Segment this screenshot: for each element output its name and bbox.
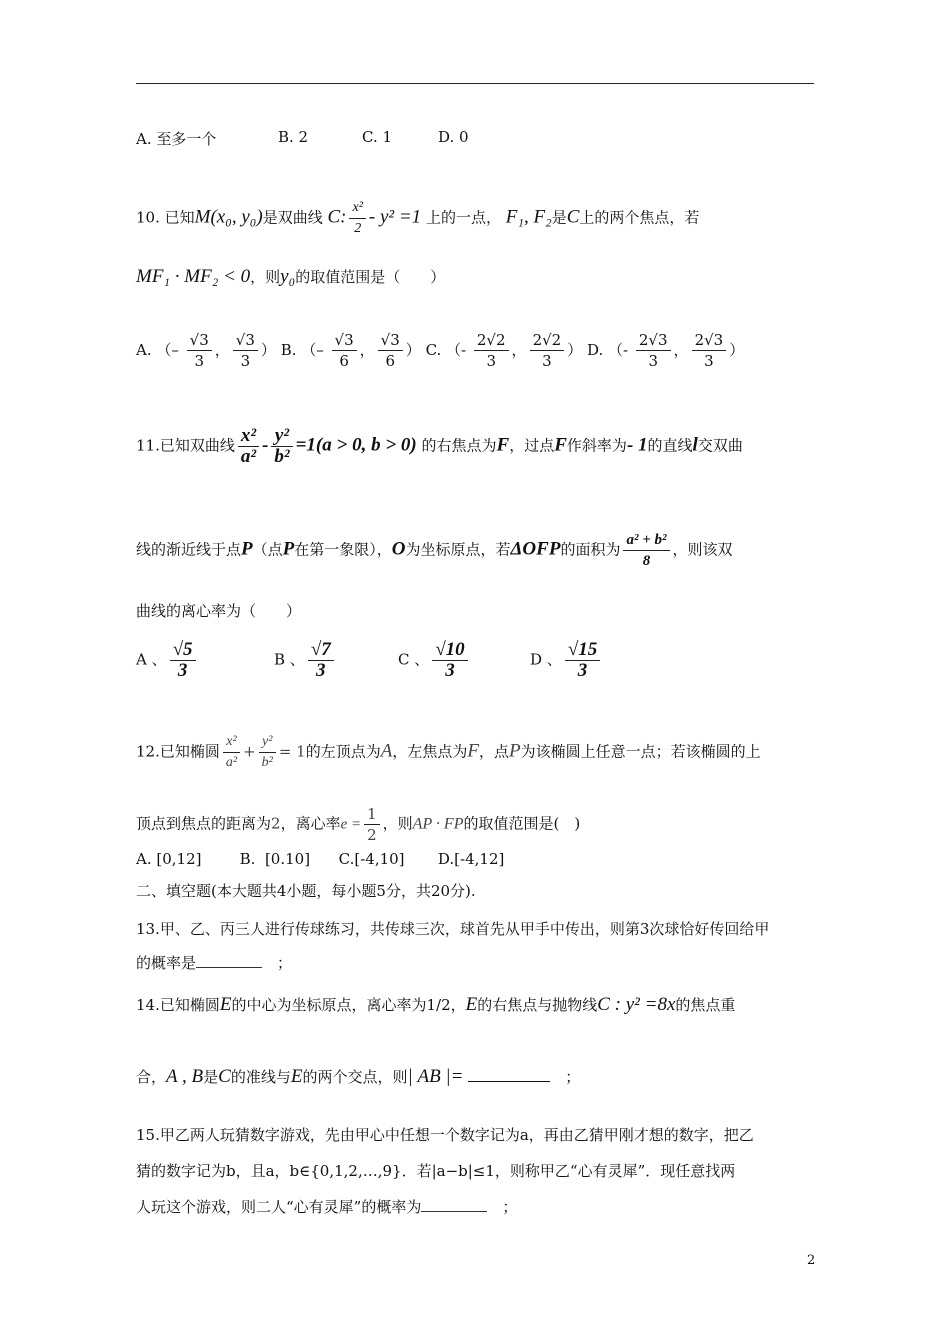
- q11-eq-rhs: =1(a > 0, b > 0): [295, 434, 417, 456]
- q14-answer-blank[interactable]: [468, 1067, 550, 1082]
- q9-option-c: C. 1: [362, 128, 393, 146]
- q10-cond: MF₁ · MF₂ < 0: [136, 266, 251, 287]
- q9-option-a: A. 至多一个: [136, 130, 217, 148]
- q12-line2: 顶点到焦点的距离为2，离心率e = $\frac{1}{2}$ ，则AP · FP的取值范围是( ): [136, 805, 581, 844]
- q14-line1: 14.已知椭圆E的中心为坐标原点，离心率为1/2，E的右焦点与抛物线C : y² =8x的焦点重: [136, 994, 736, 1015]
- q10-options: [136, 330, 744, 371]
- q11-y-frac: $\frac{\text{y²}}{\text{b²}}$: [271, 426, 292, 467]
- q10-point: M(x₀, y₀): [194, 206, 263, 228]
- q11-option-a: A 、 $\frac{√5}{3}$: [136, 640, 199, 681]
- q10-line2: [136, 266, 445, 288]
- q14-line2: 合，A , B是C的准线与E的两个交点，则| AB |= ；: [136, 1066, 581, 1087]
- q11-option-c: C 、 $\frac{√10}{3}$: [398, 640, 471, 681]
- q11-option-d: D 、 $\frac{√15}{3}$: [530, 640, 603, 681]
- header-rule: [136, 83, 814, 84]
- q10-option-a: A. （– $\frac{√3}{3}$ ， $\frac{√3}{3}$ ）: [136, 331, 276, 370]
- q11-line1: 11.已知双曲线 $\frac{\text{x²}}{\text{a²}}$ - $\frac{\text{y²}}{\text{b²}}$ =1(a > 0, b > 0) 的右焦点为F，过点F作斜率为- 1的直线l交双曲: [136, 425, 743, 467]
- q10-option-d: D. （- $\frac{2√3}{3}$ ， $\frac{2√3}{3}$ ）: [587, 331, 745, 370]
- q10-y0: y₀: [280, 266, 296, 287]
- q10-tail: 上的两个焦点，若: [579, 208, 700, 227]
- q13-line1: 13.甲、乙、丙三人进行传球练习，共传球三次，球首先从甲手中传出，则第3次球恰好传回给甲: [136, 920, 770, 938]
- q11-line3: 曲线的离心率为（ ）: [136, 602, 302, 620]
- q10-curve-rest: - y² =1: [368, 206, 422, 228]
- q15-line1: 15.甲乙两人玩猜数字游戏，先由甲心中任想一个数字记为a，再由乙猜甲刚才想的数字，把乙: [136, 1126, 754, 1144]
- q12-options: A. [0,12] B. [0.10] C.[-4,10] D.[-4,12]: [136, 850, 505, 868]
- q10-option-b: B. （– $\frac{√3}{6}$ ， $\frac{√3}{6}$ ）: [280, 331, 421, 370]
- q13-line2: 的概率是 ；: [136, 954, 293, 972]
- q10-c-letter: C: [566, 206, 580, 228]
- section-heading: 二、填空题(本大题共4小题，每小题5分，共20分).: [136, 882, 476, 900]
- q10-prefix: 10. 已知: [136, 208, 195, 227]
- q9-option-d: D. 0: [438, 128, 469, 146]
- q12-line1: 12.已知椭圆 $\frac{\text{x²}}{\text{a²}}$ + $\frac{\text{y²}}{\text{b²}}$ = 1的左顶点为A，左焦点为F，点P为该椭圆上任意一点；若该椭圆的上: [136, 734, 761, 770]
- q9-option-b: B. 2: [278, 128, 309, 146]
- q10-ask-a: ，则: [250, 268, 281, 286]
- q10-curve: C:: [327, 206, 347, 228]
- q10-mid3: 是: [551, 208, 567, 227]
- q15-answer-blank[interactable]: [421, 1197, 487, 1212]
- q15-line3: 人玩这个游戏，则二人“心有灵犀”的概率为 ；: [136, 1198, 518, 1216]
- q10-mid2: 上的一点，: [425, 208, 501, 227]
- q10-option-c: C. （- $\frac{2√2}{3}$ ， $\frac{2√2}{3}$ ）: [425, 331, 583, 370]
- q11-area-frac: $\frac{\text{a² + b²}}{8}$: [623, 530, 669, 571]
- q10-foci: F₁, F₂: [505, 206, 552, 228]
- q10-mid1: 是双曲线: [262, 208, 323, 227]
- page-number: 2: [807, 1253, 816, 1268]
- q11-line2: 线的渐近线于点P（点P在第一象限），O为坐标原点，若ΔOFP的面积为 $\frac{\text{a² + b²}}{8}$ ，则该双: [136, 532, 733, 569]
- q10-ask-b: 的取值范围是（ ）: [295, 268, 446, 286]
- q10-line1: [136, 198, 699, 239]
- q11-x-frac: $\frac{\text{x²}}{\text{a²}}$: [238, 426, 259, 467]
- q15-line2: 猜的数字记为b，且a，b∈{0,1,2,…,9}．若|a−b|≤1，则称甲乙“心有灵犀”．现任意找两: [136, 1162, 736, 1180]
- q11-option-b: B 、 $\frac{√7}{3}$: [274, 640, 337, 681]
- q10-curve-frac: $\frac{\text{x²}}{2}$: [349, 198, 365, 239]
- q13-answer-blank[interactable]: [196, 953, 262, 968]
- q11-prefix: 11.已知双曲线: [136, 436, 235, 455]
